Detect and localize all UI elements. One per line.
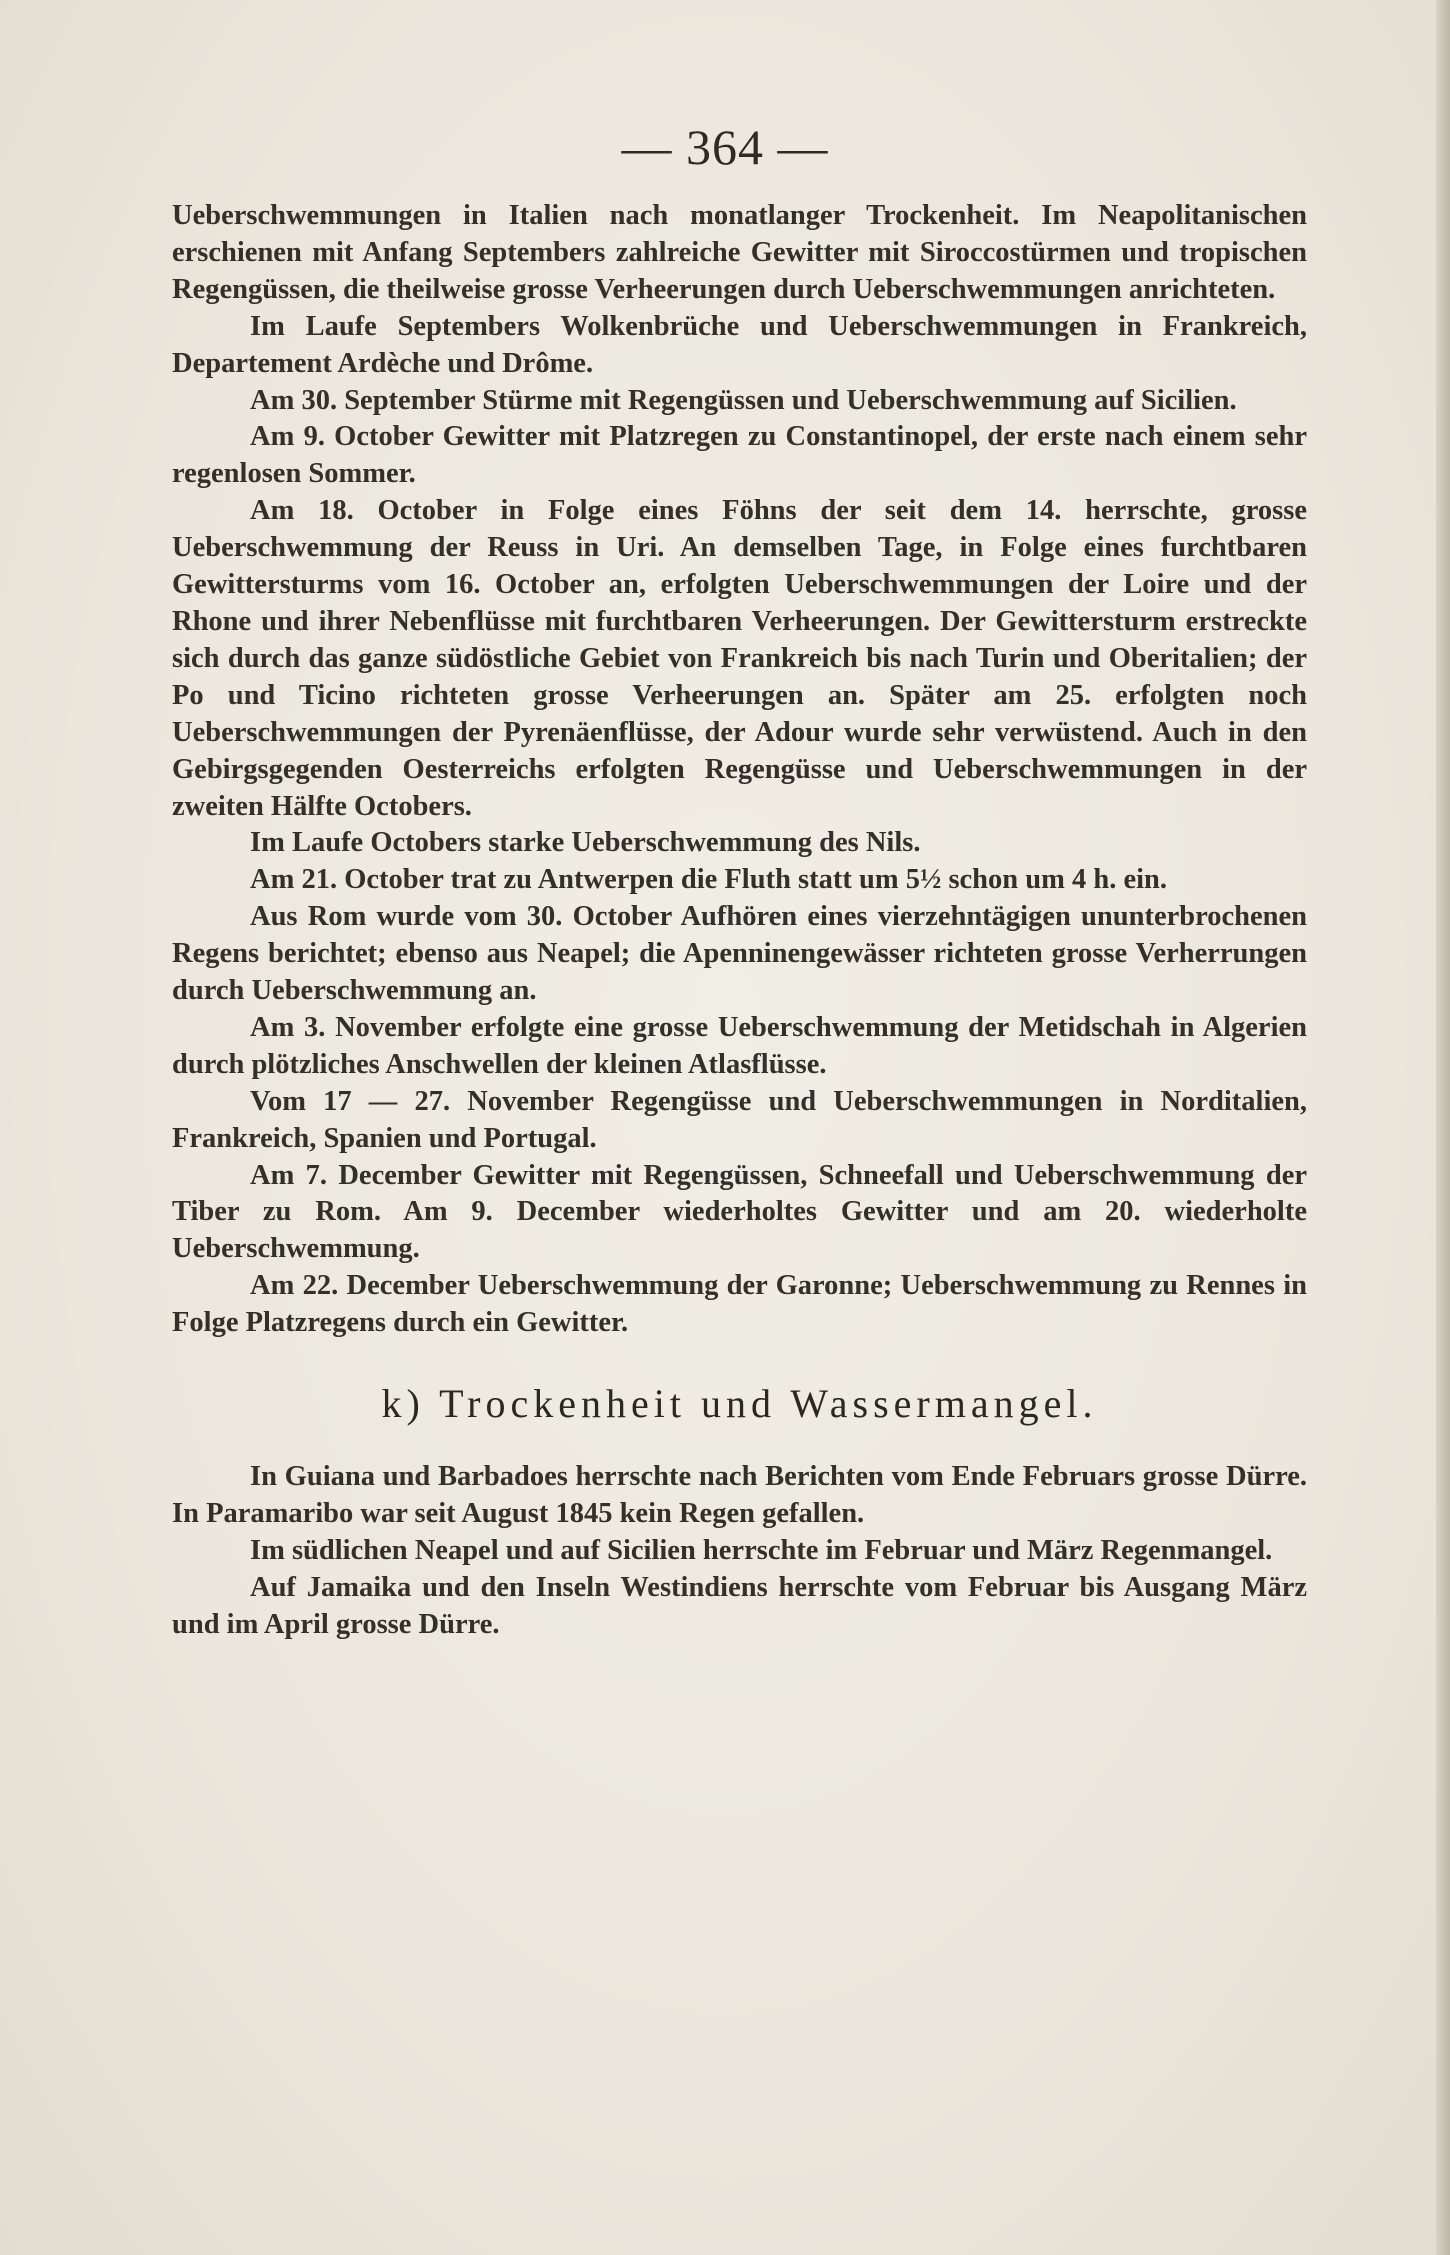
section-heading: k) Trockenheit und Wassermangel. [381, 1381, 1098, 1427]
paragraph: Auf Jamaika und den Inseln Westindiens herrschte vom Februar bis Ausgang März und im April grosse Dürre. [172, 1571, 1307, 1640]
paragraph: Im Laufe Octobers starke Ueberschwemmung des Nils. [250, 827, 921, 859]
paragraph: Im Laufe Septembers Wolkenbrüche und Ueberschwemmungen in Frankreich, Departement Ardèche und Drôme. [172, 310, 1307, 379]
paragraph: Am 30. September Stürme mit Regengüssen und Ueberschwemmung auf Sicilien. [250, 384, 1237, 416]
paragraph: Im südlichen Neapel und auf Sicilien herrschte im Februar und März Regenmangel. [250, 1534, 1273, 1566]
paragraph: Am 21. October trat zu Antwerpen die Fluth statt um 5½ schon um 4 h. ein. [250, 864, 1167, 896]
paragraph: In Guiana und Barbadoes herrschte nach Berichten vom Ende Februars grosse Dürre. In Paramaribo war seit August 1845 kein Regen gefallen. [172, 1461, 1307, 1529]
paragraph: Ueberschwemmungen in Italien nach monatlanger Trockenheit. Im Neapolitanischen erschienen mit Anfang Septembers zahlreiche Gewitter mit Siroccostürmen und tropischen Regengüssen, die theilweise grosse Verheerungen durch Ueberschwemmungen anrichteten. [172, 200, 1307, 305]
page-edge-shadow [1436, 0, 1450, 2255]
paragraph: Am 18. October in Folge eines Föhns der seit dem 14. herrschte, grosse Ueberschwemmung der Reuss in Uri. An demselben Tage, in Folge eines furchtbaren Gewittersturms vom 16. October an, erfolgten Ueberschwemmungen der Loire und der Rhone und ihrer Nebenflüsse mit furchtbaren Verheerungen. Der Gewittersturm erstreckte sich durch das ganze südöstliche Gebiet von Frankreich bis nach Turin und Oberitalien; der Po und Ticino richteten grosse Verheerungen an. Später am 25. erfolgten noch Ueberschwemmungen der Pyrenäenflüsse, der Adour wurde sehr verwüstend. Auch in den Gebirgsgegenden Oesterreichs erfolgten Regengüsse und Ueberschwemmungen in der zweiten Hälfte Octobers. [172, 495, 1307, 822]
paragraph: Am 22. December Ueberschwemmung der Garonne; Ueberschwemmung zu Rennes in Folge Platzregens durch ein Gewitter. [172, 1270, 1307, 1339]
paragraph: Am 9. October Gewitter mit Platzregen zu Constantinopel, der erste nach einem sehr regenlosen Sommer. [172, 421, 1307, 490]
paragraph: Vom 17 — 27. November Regengüsse und Ueberschwemmungen in Norditalien, Frankreich, Spanien und Portugal. [172, 1085, 1307, 1154]
paragraph: Aus Rom wurde vom 30. October Aufhören eines vierzehntägigen ununterbrochenen Regens berichtet; ebenso aus Neapel; die Apenninengewässer richteten grosse Verherrungen durch Ueberschwemmung an. [172, 901, 1307, 1007]
paragraph: Am 3. November erfolgte eine grosse Ueberschwemmung der Metidschah in Algerien durch plötzliches Anschwellen der kleinen Atlasflüsse. [172, 1011, 1307, 1080]
main-text [172, 198, 1307, 1644]
paragraph: Am 7. December Gewitter mit Regengüssen, Schneefall und Ueberschwemmung der Tiber zu Rom. Am 9. December wiederholtes Gewitter und am 20. wiederholte Ueberschwemmung. [172, 1159, 1307, 1265]
page-number-header: — 364 — [621, 119, 829, 175]
